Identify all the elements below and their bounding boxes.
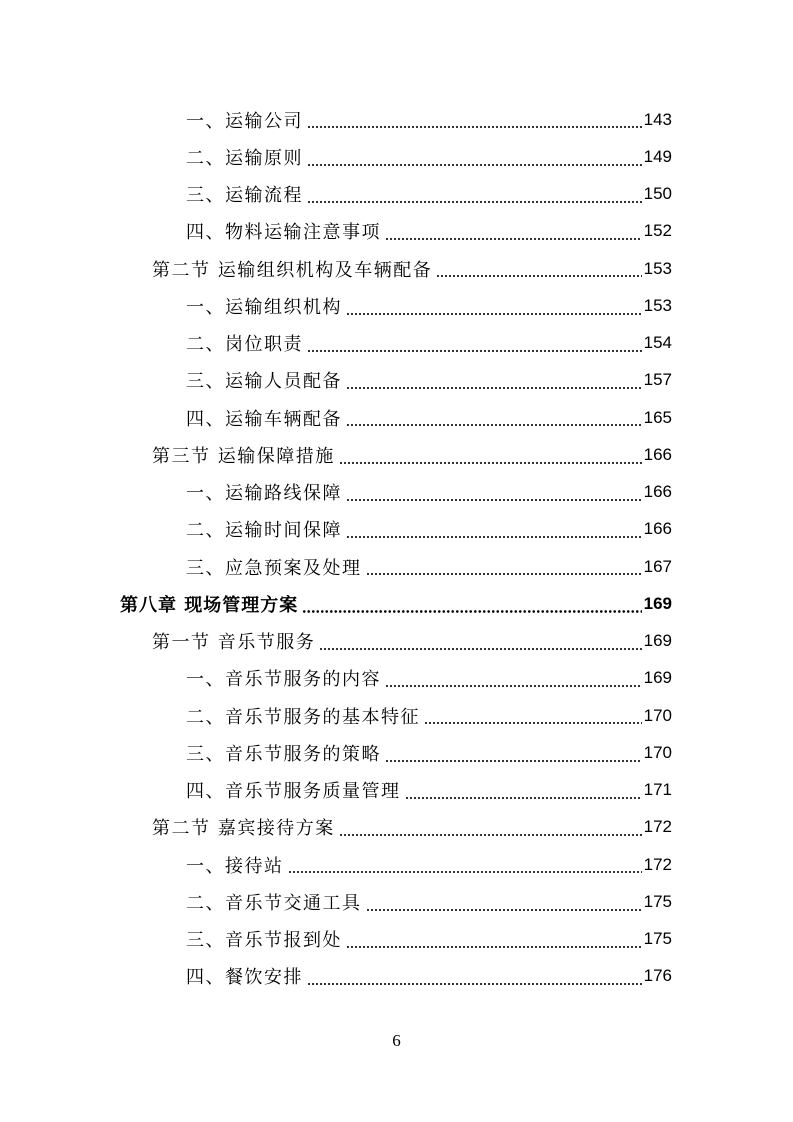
toc-page-number: 175 xyxy=(643,929,672,949)
toc-page-number: 167 xyxy=(643,556,672,576)
toc-entry[interactable] xyxy=(0,958,793,995)
toc-entry-title: 二、运输时间保障 xyxy=(186,520,342,542)
toc-page-number: 172 xyxy=(643,817,672,837)
toc-entry[interactable] xyxy=(0,585,793,622)
toc-entry[interactable] xyxy=(0,921,793,958)
toc-entry-title: 二、岗位职责 xyxy=(186,334,303,356)
toc-entry[interactable] xyxy=(0,511,793,548)
toc-page-number: 165 xyxy=(643,407,672,427)
toc-entry[interactable] xyxy=(0,176,793,213)
toc-entry[interactable] xyxy=(0,325,793,362)
toc-entry[interactable] xyxy=(0,138,793,175)
toc-dot-leader xyxy=(405,797,642,799)
toc-page-number: 170 xyxy=(643,705,672,725)
toc-entry[interactable] xyxy=(0,399,793,436)
toc-dot-leader xyxy=(346,313,642,315)
toc-dot-leader xyxy=(288,871,642,873)
toc-entry[interactable] xyxy=(0,623,793,660)
toc-page-number: 169 xyxy=(643,668,672,688)
toc-dot-leader xyxy=(385,760,642,762)
toc-entry[interactable] xyxy=(0,474,793,511)
toc-entry[interactable] xyxy=(0,362,793,399)
toc-page-number: 166 xyxy=(643,444,672,464)
toc-entry[interactable] xyxy=(0,101,793,138)
toc-entry-title: 三、运输流程 xyxy=(186,185,303,207)
toc-entry-title: 一、音乐节服务的内容 xyxy=(186,669,381,691)
toc-page-number: 170 xyxy=(643,742,672,762)
toc-page-number: 143 xyxy=(643,109,672,129)
toc-page-number: 175 xyxy=(643,891,672,911)
toc-entry[interactable] xyxy=(0,213,793,250)
toc-entry-title: 一、运输路线保障 xyxy=(186,483,342,505)
toc-entry[interactable] xyxy=(0,846,793,883)
toc-dot-leader xyxy=(346,499,642,501)
toc-entry[interactable] xyxy=(0,809,793,846)
toc-entry-title: 二、音乐节交通工具 xyxy=(186,892,362,914)
toc-page-number: 166 xyxy=(643,482,672,502)
toc-entry[interactable] xyxy=(0,772,793,809)
toc-entry[interactable] xyxy=(0,660,793,697)
toc-page-number: 172 xyxy=(643,854,672,874)
toc-page-number: 153 xyxy=(643,295,672,315)
toc-entry[interactable] xyxy=(0,436,793,473)
toc-entry[interactable] xyxy=(0,883,793,920)
toc-page-number: 153 xyxy=(643,258,672,278)
toc-dot-leader xyxy=(346,946,642,948)
toc-page-number: 176 xyxy=(643,966,672,986)
toc-dot-leader xyxy=(385,685,642,687)
toc-dot-leader xyxy=(339,834,642,836)
toc-entry-title: 四、运输车辆配备 xyxy=(186,408,342,430)
toc-entry-title: 三、运输人员配备 xyxy=(186,371,342,393)
toc-dot-leader xyxy=(339,462,642,464)
toc-entry-title: 第二节 嘉宾接待方案 xyxy=(152,818,335,840)
toc-dot-leader xyxy=(307,983,642,985)
toc-entry[interactable] xyxy=(0,548,793,585)
toc-dot-leader xyxy=(366,573,642,575)
toc-entry-title: 第八章 现场管理方案 xyxy=(120,594,299,616)
toc-dot-leader xyxy=(424,722,642,724)
toc-dot-leader xyxy=(385,238,642,240)
toc-page-number: 169 xyxy=(643,593,672,613)
toc-dot-leader xyxy=(436,275,641,277)
table-of-contents xyxy=(0,101,793,995)
toc-dot-leader xyxy=(346,387,642,389)
toc-page-number: 171 xyxy=(643,780,672,800)
toc-entry-title: 四、音乐节服务质量管理 xyxy=(186,781,401,803)
toc-dot-leader xyxy=(302,610,641,613)
toc-page-number: 169 xyxy=(643,631,672,651)
toc-entry-title: 一、运输组织机构 xyxy=(186,296,342,318)
toc-entry-title: 三、音乐节服务的策略 xyxy=(186,743,381,765)
toc-entry-title: 二、运输原则 xyxy=(186,147,303,169)
toc-page-number: 152 xyxy=(643,221,672,241)
toc-entry[interactable] xyxy=(0,287,793,324)
toc-page-number: 157 xyxy=(643,370,672,390)
toc-entry[interactable] xyxy=(0,250,793,287)
toc-dot-leader xyxy=(346,424,642,426)
toc-dot-leader xyxy=(319,648,641,650)
toc-entry-title: 四、餐饮安排 xyxy=(186,967,303,989)
toc-dot-leader xyxy=(307,164,642,166)
toc-page-number: 150 xyxy=(643,184,672,204)
toc-dot-leader xyxy=(346,536,642,538)
toc-entry-title: 第三节 运输保障措施 xyxy=(152,445,335,467)
toc-entry[interactable] xyxy=(0,697,793,734)
toc-dot-leader xyxy=(307,350,642,352)
toc-page-number: 149 xyxy=(643,146,672,166)
toc-dot-leader xyxy=(366,909,642,911)
toc-entry-title: 四、物料运输注意事项 xyxy=(186,222,381,244)
toc-dot-leader xyxy=(307,126,642,128)
toc-entry-title: 第一节 音乐节服务 xyxy=(152,632,316,654)
toc-page-number: 154 xyxy=(643,333,672,353)
toc-page-number: 166 xyxy=(643,519,672,539)
toc-entry-title: 一、运输公司 xyxy=(186,110,303,132)
toc-entry-title: 三、应急预案及处理 xyxy=(186,557,362,579)
toc-dot-leader xyxy=(307,201,642,203)
toc-entry[interactable] xyxy=(0,734,793,771)
toc-entry-title: 一、接待站 xyxy=(186,855,284,877)
toc-entry-title: 三、音乐节报到处 xyxy=(186,930,342,952)
toc-entry-title: 二、音乐节服务的基本特征 xyxy=(186,706,420,728)
toc-entry-title: 第二节 运输组织机构及车辆配备 xyxy=(152,259,433,281)
page-number: 6 xyxy=(392,1031,401,1050)
